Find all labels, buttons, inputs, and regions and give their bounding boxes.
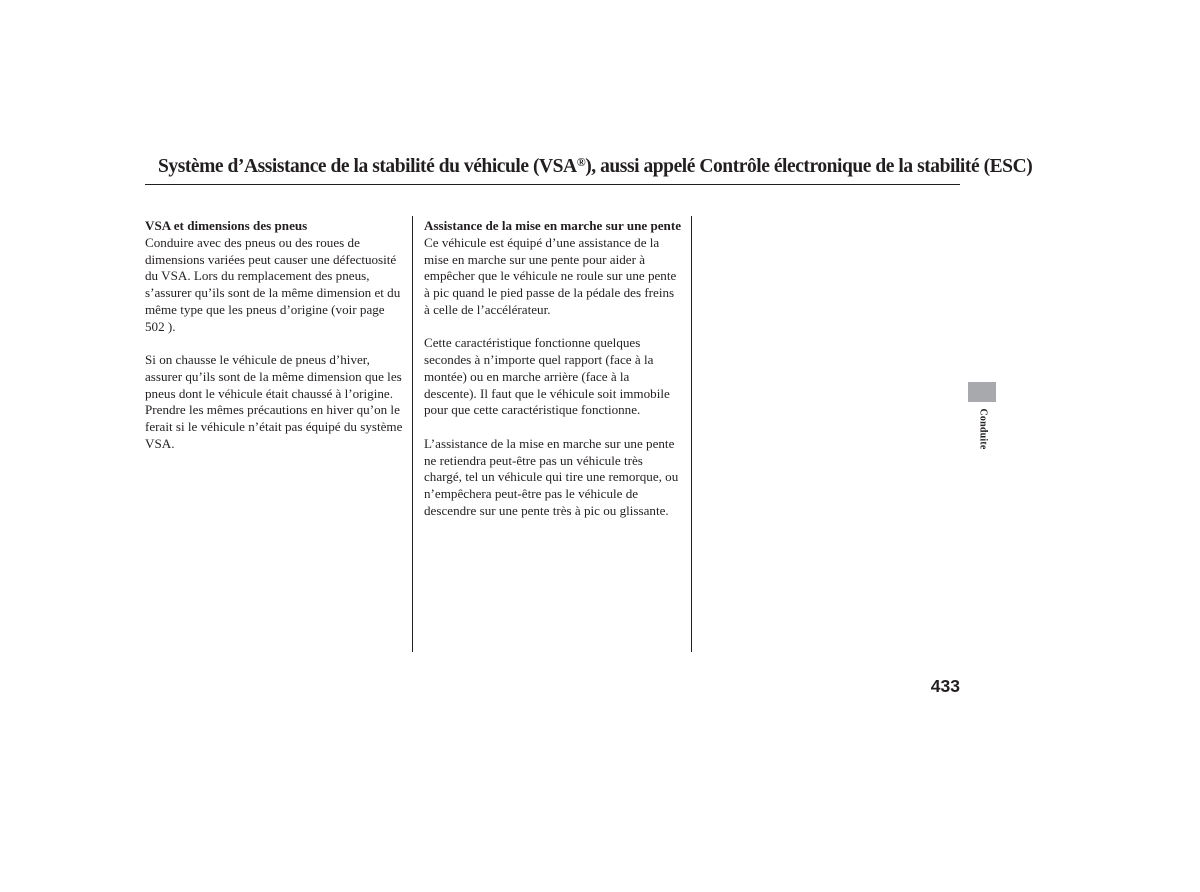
- column-vsa-tires: [145, 218, 403, 469]
- paragraph: Ce véhicule est équipé d’une assistance de la mise en marche sur une pente pour aider à empêcher que le véhicule ne roule sur une pente à pic quand le pied passe de la pédale des freins à celle de l’accélérateur.: [424, 234, 677, 317]
- paragraph: Cette caractéristique fonctionne quelques secondes à n’importe quel rapport (face à la montée) ou en marche arrière (face à la descente). Il faut que le véhicule soit immobile pour que cette caractéristique fonctionne.: [424, 335, 670, 418]
- section-heading: VSA et dimensions des pneus: [145, 218, 308, 233]
- page-number: 433: [930, 676, 960, 696]
- title-part-1: Système d’Assistance de la stabilité du véhicule (VSA: [158, 156, 577, 177]
- section-heading: Assistance de la mise en marche sur une pente: [424, 218, 682, 233]
- section-tab-label: Conduite: [977, 408, 989, 450]
- column-divider: [691, 216, 692, 652]
- paragraph: L’assistance de la mise en marche sur une pente ne retiendra peut-être pas un véhicule très chargé, tel un véhicule qui tire une remorque, ou n’empêchera peut-être pas le véhicule de descendre sur une pente très à pic ou glissante.: [424, 435, 679, 518]
- paragraph: Conduire avec des pneus ou des roues de dimensions variées peut causer une défectuosité du VSA. Lors du remplacement des pneus, s’assurer qu’ils sont de la même dimension et du même type que les pneus d’origine (voir page 502 ).: [145, 234, 401, 334]
- section-tab-marker: [968, 382, 996, 402]
- column-hill-start-assist: [424, 218, 682, 536]
- title-part-2: ), aussi appelé Contrôle électronique de la stabilité (ESC): [585, 156, 1033, 177]
- registered-mark: ®: [576, 155, 586, 169]
- paragraph: Si on chausse le véhicule de pneus d’hiver, assurer qu’ils sont de la même dimension que les pneus dont le véhicule était chaussé à l’origine. Prendre les mêmes précautions en hiver qu’on le ferait si le véhicule n’était pas équipé du système VSA.: [145, 352, 403, 451]
- title-rule: [145, 184, 960, 185]
- page-title: [158, 154, 1033, 180]
- column-divider: [412, 216, 413, 652]
